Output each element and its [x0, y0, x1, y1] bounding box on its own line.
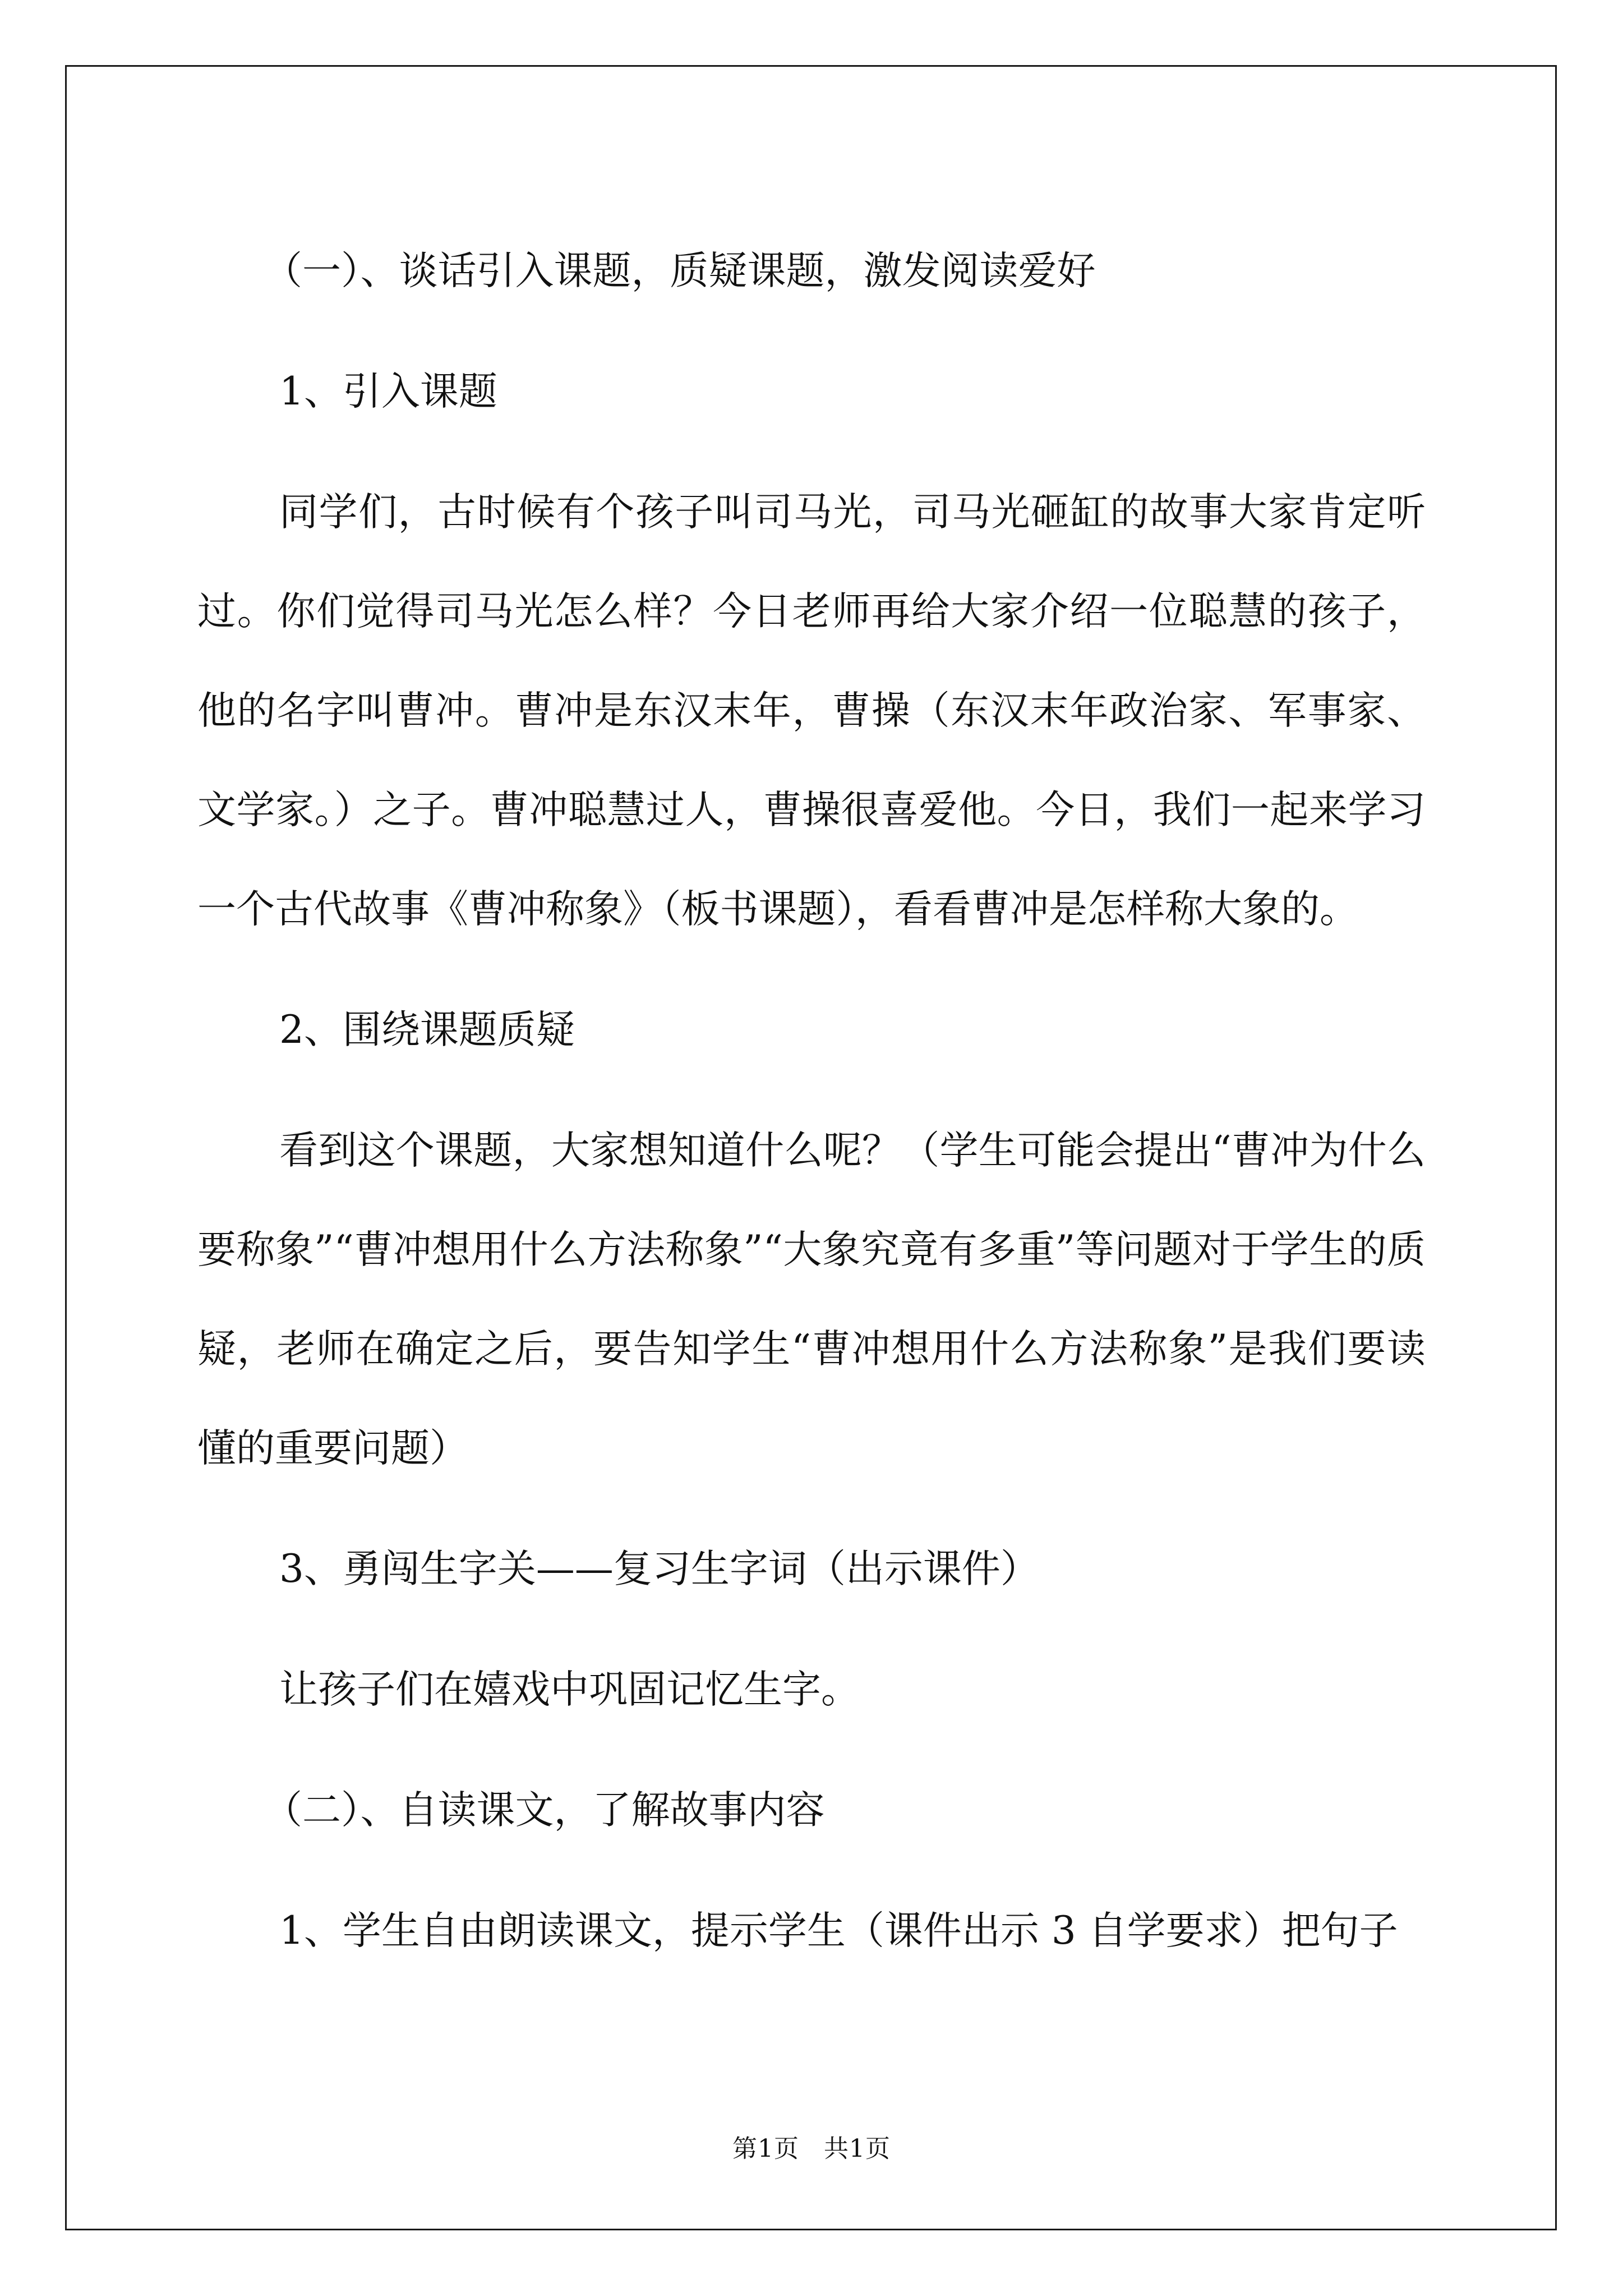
page-footer — [0, 2128, 1623, 2164]
page-total: 共1页 — [824, 2134, 891, 2163]
subheading-vocabulary: 3、勇闯生字关——复习生字词（出示课件） — [279, 1547, 1039, 1591]
paragraph-self-reading: 1、学生自由朗读课文，提示学生（课件出示 3 自学要求）把句子 — [279, 1908, 1398, 1953]
paragraph-intro: 同学们，古时候有个孩子叫司马光，司马光砸缸的故事大家肯定听过。你们觉得司马光怎么样？今日老师再给大家介绍一位聪慧的孩子，他的名字叫曹冲。曹冲是东汉末年，曹操（东汉末年政治家、军事家、文学家。）之子。曹冲聪慧过人，曹操很喜爱他。今日，我们一起来学习一个古代故事《曹冲称象》（板书课题），看看曹冲是怎样称大象的。 — [197, 490, 1426, 932]
section-heading-1: （一）、谈话引入课题，质疑课题，激发阅读爱好 — [264, 249, 1096, 293]
subheading-intro-topic: 1、引入课题 — [279, 369, 497, 414]
document-body — [197, 222, 1426, 1981]
section-heading-2: （二）、自读课文，了解故事内容 — [264, 1788, 825, 1833]
subheading-questioning: 2、围绕课题质疑 — [279, 1007, 575, 1052]
paragraph-questioning: 看到这个课题，大家想知道什么呢？（学生可能会提出“曹冲为什么要称象”“曹冲想用什么方法称象”“大象究竟有多重”等问题对于学生的质疑，老师在确定之后，要告知学生“曹冲想用什么方法称象”是我们要读懂的重要问题） — [197, 1128, 1426, 1471]
page-number: 第1页 — [732, 2134, 799, 2163]
paragraph-vocabulary: 让孩子们在嬉戏中巩固记忆生字。 — [279, 1667, 860, 1712]
